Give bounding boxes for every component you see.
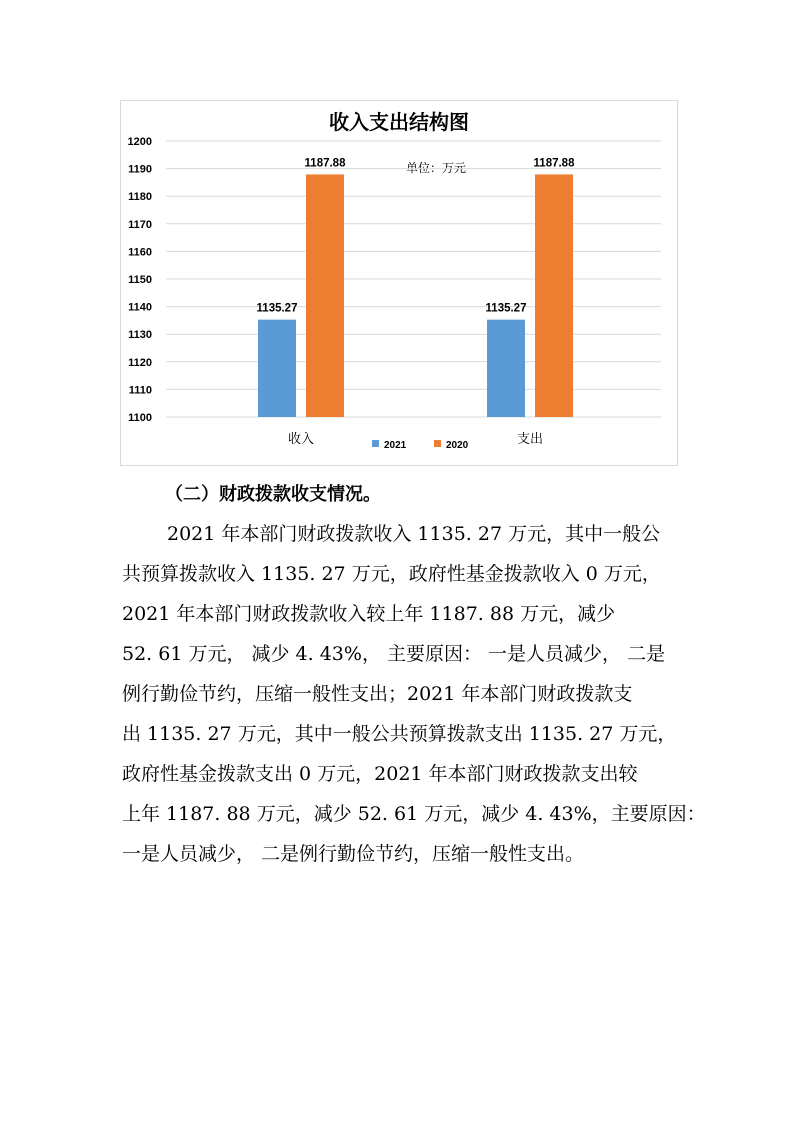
y-tick-label: 1130 (128, 329, 152, 342)
y-axis-ticks (128, 136, 152, 424)
y-tick-label: 1110 (128, 384, 152, 397)
y-tick-label: 1140 (128, 301, 152, 314)
legend-swatch-2021 (372, 440, 379, 447)
data-label: 1187.88 (304, 157, 346, 170)
paragraph-line-6: 出 1135. 27 万元，其中一般公共预算拨款支出 1135. 27 万元， (122, 723, 677, 745)
legend (372, 440, 469, 451)
y-tick-label: 1150 (128, 274, 152, 286)
legend-label: 2021 (384, 440, 407, 451)
bars (258, 174, 573, 417)
y-tick-label: 1100 (128, 412, 152, 424)
chart-title: 收入支出结构图 (329, 110, 469, 134)
paragraph-line-8: 上年 1187. 88 万元，减少 52. 61 万元，减少 4. 43%，主要原因： (122, 803, 706, 825)
bar-2021-0 (258, 320, 296, 417)
x-category-label: 支出 (516, 432, 544, 447)
paragraph-line-5: 例行勤俭节约，压缩一般性支出；2021 年本部门财政拨款支 (122, 683, 633, 705)
y-tick-label: 1160 (128, 246, 152, 259)
bar-chart (121, 101, 677, 465)
y-tick-label: 1170 (128, 218, 152, 231)
data-label: 1135.27 (256, 302, 298, 315)
paragraph-line-7: 政府性基金拨款支出 0 万元，2021 年本部门财政拨款支出较 (122, 763, 638, 785)
paragraph-line-4: 52. 61 万元， 减少 4. 43%， 主要原因： 一是人员减少， 二是 (122, 643, 666, 665)
bar-2020-1 (535, 174, 573, 417)
x-category-label: 收入 (287, 432, 315, 447)
y-tick-label: 1190 (128, 163, 152, 176)
grid-lines (166, 141, 661, 417)
paragraph-line-1: 2021 年本部门财政拨款收入 1135. 27 万元，其中一般公 (167, 523, 661, 545)
data-label: 1187.88 (533, 157, 575, 170)
section-heading: （二）财政拨款收支情况。 (165, 484, 381, 505)
x-axis-categories (288, 431, 543, 447)
paragraph-line-2: 共预算拨款收入 1135. 27 万元，政府性基金拨款收入 0 万元， (122, 563, 661, 585)
legend-label: 2020 (446, 440, 469, 451)
data-label: 1135.27 (485, 302, 527, 315)
unit-note: 单位：万元 (405, 161, 467, 175)
data-labels (257, 157, 576, 314)
y-tick-label: 1120 (128, 356, 152, 369)
chart-container (120, 100, 678, 466)
paragraph-line-9: 一是人员减少， 二是例行勤俭节约，压缩一般性支出。 (122, 843, 585, 865)
paragraph-line-3: 2021 年本部门财政拨款收入较上年 1187. 88 万元，减少 (122, 603, 616, 625)
bar-2020-0 (306, 174, 344, 417)
legend-swatch-2020 (434, 440, 441, 447)
y-tick-label: 1180 (128, 191, 152, 204)
y-tick-label: 1200 (127, 136, 152, 148)
bar-2021-1 (487, 320, 525, 417)
